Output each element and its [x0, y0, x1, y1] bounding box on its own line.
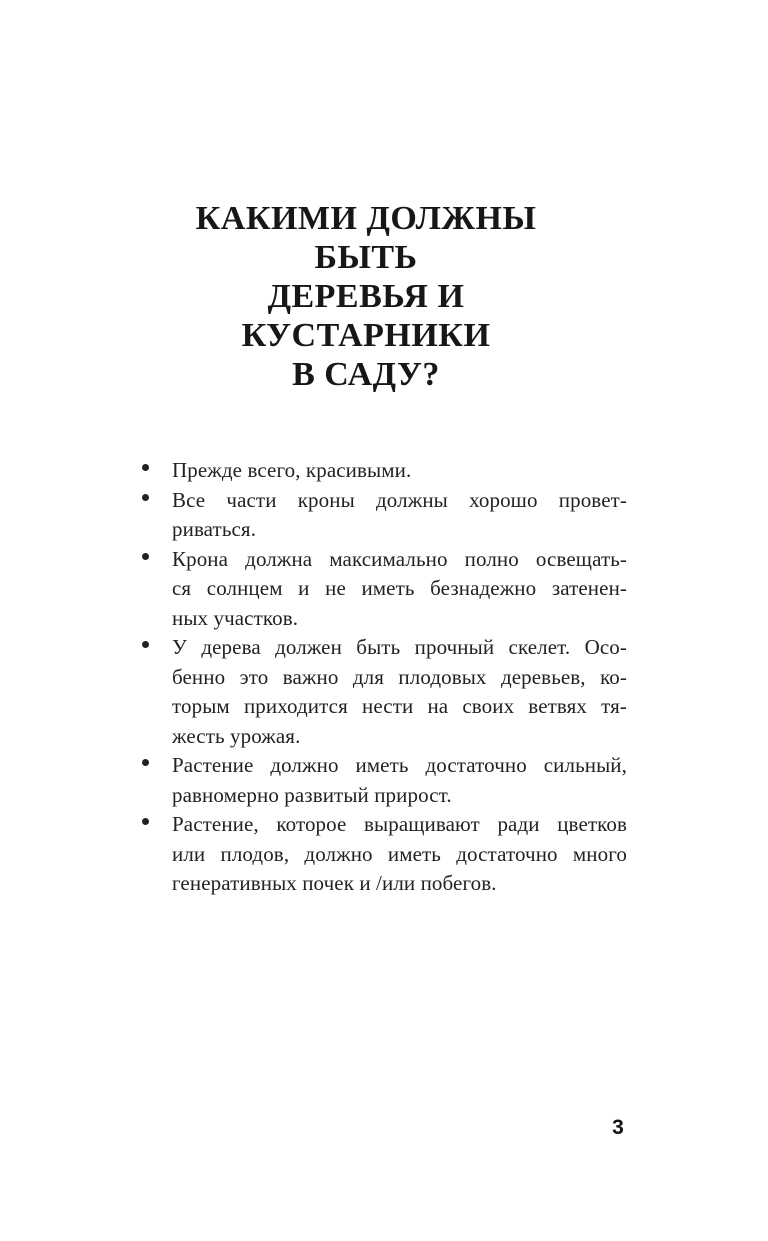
list-item-line: или плодов, должно иметь достаточно много	[172, 841, 627, 866]
bullet-icon	[142, 759, 149, 766]
list-item-line: равномерно развитый прирост.	[172, 782, 452, 807]
list-item	[140, 751, 627, 810]
list-item	[140, 456, 627, 486]
page-title-line: В САДУ?	[292, 355, 440, 393]
list-item-line: риваться.	[172, 517, 257, 541]
bullet-icon	[142, 641, 149, 648]
page-title-line: ДЕРЕВЬЯ И КУСТАРНИКИ	[241, 277, 491, 354]
page-title	[140, 199, 592, 394]
list-item-line: Растение, которое выращивают ради цветков	[172, 812, 627, 836]
list-item-line: Крона должна максимально полно освещать-	[172, 546, 627, 571]
page-title-line: КАКИМИ ДОЛЖНЫ БЫТЬ	[195, 199, 537, 276]
list-item-line: У дерева должен быть прочный скелет. Осо-	[172, 635, 627, 659]
bullet-icon	[142, 464, 149, 471]
page-number: 3	[612, 1116, 624, 1139]
list-item-line: ся солнцем и не иметь безнадежно затенен-	[172, 576, 627, 600]
list-item-line: торым приходится нести на своих ветвях тя-	[172, 694, 627, 718]
list-item-line: Все части кроны должны хорошо провет-	[172, 487, 627, 512]
bullet-icon	[142, 818, 149, 825]
list-item	[140, 810, 627, 899]
list-item-line: Прежде всего, красивыми.	[172, 458, 412, 482]
list-item-line: жесть урожая.	[172, 723, 301, 748]
bullet-icon	[142, 494, 149, 501]
list-item	[140, 545, 627, 634]
list-item	[140, 486, 627, 545]
list-item	[140, 633, 627, 751]
bullet-icon	[142, 553, 149, 560]
list-item-line: ных участков.	[172, 605, 299, 630]
list-item-line: Растение должно иметь достаточно сильный,	[172, 753, 627, 777]
list-item-line: бенно это важно для плодовых деревьев, ко-	[172, 664, 627, 689]
bullet-list	[140, 456, 627, 899]
list-item-line: генеративных почек и /или побегов.	[172, 871, 497, 895]
